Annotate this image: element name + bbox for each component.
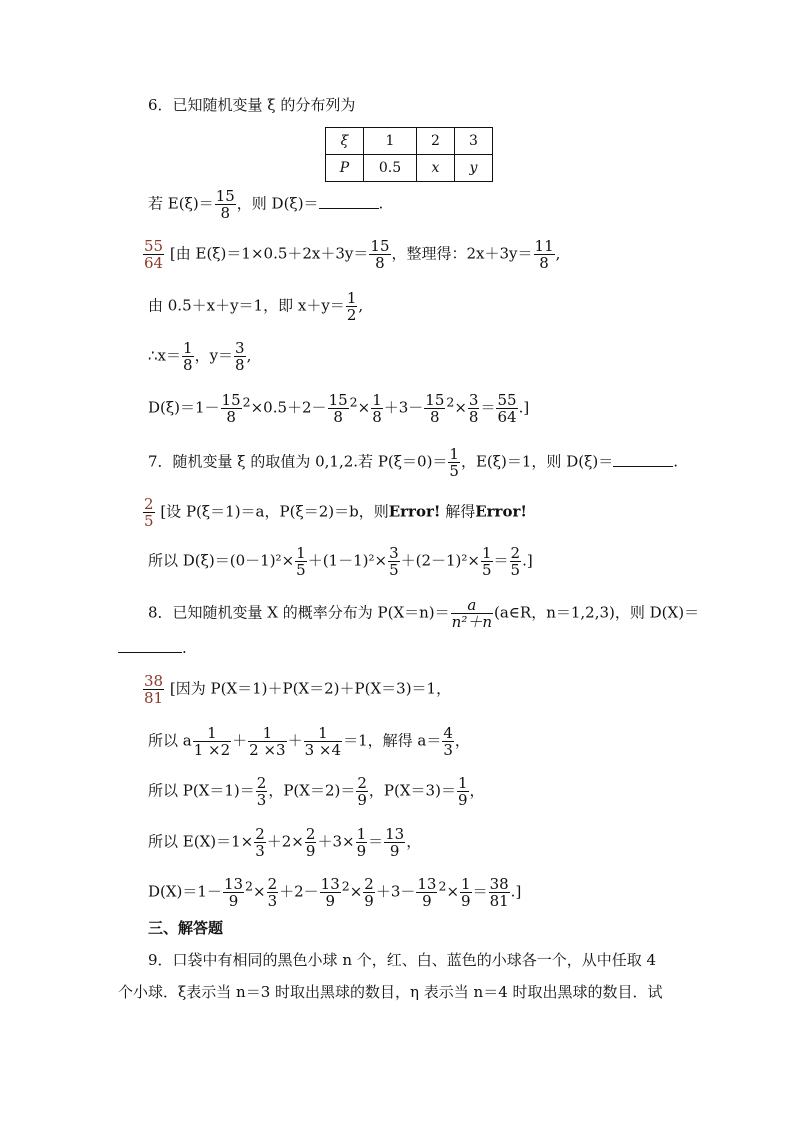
fraction: $\frac{3}{5}$ xyxy=(389,544,399,579)
table-cell: P xyxy=(326,155,364,182)
q8-blank-line: . xyxy=(118,638,187,658)
table-cell: y xyxy=(455,155,493,182)
fraction: $\frac{2}{3}$ xyxy=(267,875,278,910)
table-row xyxy=(326,155,493,182)
text: ＝1，解得 a＝ xyxy=(343,731,442,750)
text: × xyxy=(253,882,266,901)
fraction: $\frac{4}{3}$ xyxy=(443,724,453,759)
fraction: $\frac{1}{5}$ xyxy=(449,445,459,480)
text: (a∈R，n＝1,2,3)，则 D(X)＝ xyxy=(494,603,700,622)
fraction: $\frac{1}{5}$ xyxy=(296,544,306,579)
fraction: $\frac{1}{9}$ xyxy=(356,825,367,860)
text: ， xyxy=(454,731,470,750)
fraction: $\frac{1}{2 \times 3}$ xyxy=(249,724,286,759)
fraction: $\frac{13}{9}$ xyxy=(320,875,340,910)
text: ＋ xyxy=(287,731,303,750)
text: ＋3× xyxy=(317,832,355,851)
fraction: $\frac{2}{3}$ xyxy=(256,774,267,809)
fraction: $\frac{1}{1 \times 2}$ xyxy=(193,724,231,759)
q6-solution-line3: ∴x＝ $\frac{1}{8}$ ，y＝ $\frac{3}{8}$ , xyxy=(148,339,252,374)
text: .] xyxy=(522,551,533,570)
q6-solution-line4: D(ξ)＝1－ $\frac{15}{8}$ $^2$×0.5＋2－ $\frac{15}{8}$ $^2$× $\frac{1}{8}$ ＋3－ $\frac{15}{8}$ $^2$× $\frac{3}{8}$ ＝ $\frac{55}{64}$ .] xyxy=(148,391,530,426)
distribution-table xyxy=(325,127,493,182)
q6-solution-line1: $\frac{55}{64}$ [由 E(ξ)＝1×0.5＋2x＋3y＝ $\frac{15}{8}$ ，整理得：2x＋3y＝ $\frac{11}{8}$ , xyxy=(144,237,561,272)
q8-stem xyxy=(148,597,699,630)
text: × xyxy=(349,882,363,901)
error-marker: Error! xyxy=(388,502,441,521)
q9-line1: 9．口袋中有相同的黑色小球 n 个，红、白、蓝色的小球各一个，从中任取 4 xyxy=(148,951,657,969)
text: 7．随机变量 ξ 的取值为 0,1,2.若 P(ξ＝0)＝ xyxy=(148,452,448,471)
fraction: $\frac{55}{64}$ xyxy=(497,391,517,426)
text: 所以 P(X＝1)＝ xyxy=(148,781,255,800)
text: 所以 a xyxy=(148,731,192,750)
fraction: $\frac{2}{9}$ xyxy=(357,774,367,809)
answer-blank xyxy=(118,638,182,653)
table-cell: 1 xyxy=(364,128,417,155)
q8-solution-line3 xyxy=(148,775,485,808)
text: 8．已知随机变量 X 的概率分布为 P(X＝n)＝ xyxy=(148,603,450,622)
text: ∴x＝ xyxy=(148,346,182,365)
text: ＋(1－1)²× xyxy=(307,551,388,570)
fraction: $\frac{38}{81}$ xyxy=(489,875,509,910)
fraction: $\frac{15}{8}$ xyxy=(328,391,348,426)
fraction: $\frac{2}{3}$ xyxy=(255,825,265,860)
text: ，整理得：2x＋3y＝ xyxy=(391,244,533,263)
text: ＋3－ xyxy=(383,398,424,417)
text: .] xyxy=(510,882,522,901)
text: [由 E(ξ)＝1×0.5＋2x＋3y＝ xyxy=(169,244,369,263)
text: ，P(X＝3)＝ xyxy=(368,781,456,800)
text: ， xyxy=(406,832,422,851)
fraction: $\frac{15}{8}$ xyxy=(221,391,241,426)
answer-blank xyxy=(613,452,673,467)
q7-solution-line2 xyxy=(148,545,533,578)
text: D(X)＝1－ xyxy=(148,882,222,901)
text: [因为 P(X＝1)＋P(X＝2)＋P(X＝3)＝1， xyxy=(169,679,452,698)
text: ＋2× xyxy=(266,832,304,851)
q6-solution-line2: 由 0.5＋x＋y＝1，即 x＋y＝ $\frac{1}{2}$ , xyxy=(148,289,364,324)
table-cell: 3 xyxy=(455,128,493,155)
table-row xyxy=(326,128,493,155)
fraction: $\frac{1}{8}$ xyxy=(372,391,382,426)
text: ，E(ξ)＝1，则 D(ξ)＝ xyxy=(460,452,614,471)
fraction: $\frac{1}{9}$ xyxy=(461,875,471,910)
text: ＋ xyxy=(232,731,248,750)
text: ，则 D(ξ)＝ xyxy=(236,194,319,213)
text: ＋(2－1)²× xyxy=(400,551,480,570)
q7-solution-line1 xyxy=(142,496,527,529)
text: ，P(X＝2)＝ xyxy=(268,781,356,800)
text: ＝ xyxy=(368,832,384,851)
text: ，y＝ xyxy=(194,346,234,365)
text: 若 E(ξ)＝ xyxy=(148,194,214,213)
fraction: $\frac{1}{5}$ xyxy=(481,544,492,579)
text: ＋3－ xyxy=(375,882,416,901)
fraction: $\frac{a}{\text{n²＋n}}$ xyxy=(451,596,493,631)
text: × xyxy=(446,882,460,901)
q8-solution-line1 xyxy=(142,673,451,706)
text: ＝ xyxy=(472,882,488,901)
text: D(ξ)＝1－ xyxy=(148,398,220,417)
text: 所以 E(X)＝1× xyxy=(148,832,254,851)
fraction: $\frac{15}{8}$ xyxy=(370,237,390,272)
fraction: $\frac{1}{9}$ xyxy=(457,774,468,809)
fraction: $\frac{3}{8}$ xyxy=(468,391,479,426)
text: × xyxy=(454,398,467,417)
q7-stem: 7．随机变量 ξ 的取值为 0,1,2.若 P(ξ＝0)＝ $\frac{1}{5}$ ，E(ξ)＝1，则 D(ξ)＝ . xyxy=(148,445,678,480)
fraction: $\frac{15}{8}$ xyxy=(425,391,445,426)
table-cell: 2 xyxy=(417,128,455,155)
fraction: $\frac{1}{3 \times 4}$ xyxy=(304,724,342,759)
text: ＝ xyxy=(480,398,496,417)
q8-solution-line5: D(X)＝1－ $\frac{13}{9}$ $^2$× $\frac{2}{3}$ ＋2－ $\frac{13}{9}$ $^2$× $\frac{2}{9}$ ＋3－ $\frac{13}{9}$ $^2$× $\frac{1}{9}$ ＝ $\frac{38}{81}$ .] xyxy=(148,875,522,910)
fraction: $\frac{13}{9}$ xyxy=(385,825,405,860)
text: ×0.5＋2－ xyxy=(250,398,327,417)
fraction: $\frac{2}{5}$ xyxy=(510,544,521,579)
fraction: $\frac{15}{8}$ xyxy=(215,187,235,222)
fraction: $\frac{1}{8}$ xyxy=(183,339,193,374)
fraction: $\frac{2}{9}$ xyxy=(305,825,316,860)
fraction: $\frac{3}{8}$ xyxy=(235,339,245,374)
table-cell: 0.5 xyxy=(364,155,417,182)
q8-solution-line4 xyxy=(148,826,421,859)
answer-fraction: $\frac{2}{5}$ xyxy=(144,495,154,530)
q9-line2: 个小球．ξ表示当 n＝3 时取出黑球的数目，η 表示当 n＝4 时取出黑球的数目．试 xyxy=(118,983,663,1001)
answer-fraction: $\frac{38}{81}$ xyxy=(144,672,164,707)
q6-stem: 6．已知随机变量 ξ 的分布列为 xyxy=(148,96,356,114)
fraction: $\frac{2}{9}$ xyxy=(364,875,374,910)
text: 所以 D(ξ)＝(0－1)²× xyxy=(148,551,295,570)
text: .] xyxy=(518,398,530,417)
text: × xyxy=(357,398,371,417)
q8-solution-line2 xyxy=(148,725,470,758)
table-cell: ξ xyxy=(326,128,364,155)
text: 解得 xyxy=(440,502,476,521)
fraction: $\frac{1}{2}$ xyxy=(346,289,357,324)
text: ＝ xyxy=(493,551,509,570)
answer-blank xyxy=(319,194,379,209)
text: ＋2－ xyxy=(279,882,319,901)
section-heading: 三、解答题 xyxy=(148,919,224,937)
table-cell: x xyxy=(417,155,455,182)
text: 由 0.5＋x＋y＝1，即 x＋y＝ xyxy=(148,296,345,315)
text: [设 P(ξ＝1)＝a，P(ξ＝2)＝b，则 xyxy=(160,502,389,521)
error-marker: Error! xyxy=(475,502,527,521)
fraction: $\frac{13}{9}$ xyxy=(417,875,437,910)
fraction: $\frac{11}{8}$ xyxy=(534,237,554,272)
q6-condition: 若 E(ξ)＝ $\frac{15}{8}$ ，则 D(ξ)＝ . xyxy=(148,187,384,222)
text: ， xyxy=(469,781,485,800)
fraction: $\frac{13}{9}$ xyxy=(223,875,244,910)
answer-fraction: $\frac{55}{64}$ xyxy=(144,237,164,272)
